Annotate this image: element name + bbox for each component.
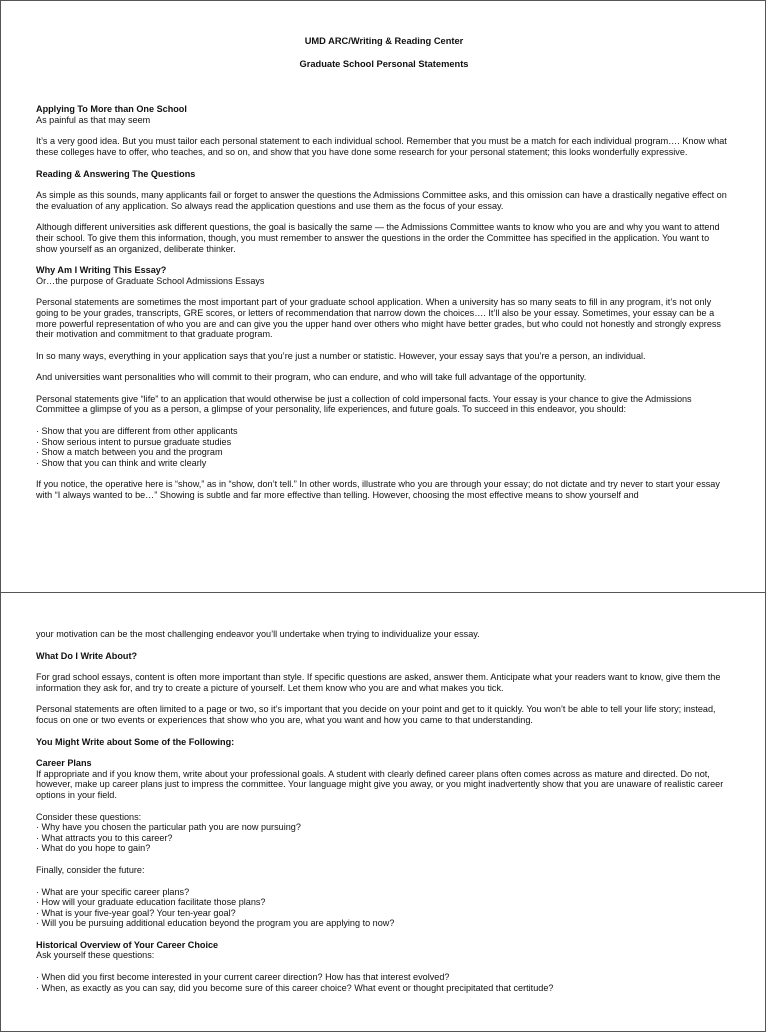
- list-item: · How will your graduate education facilitate those plans?: [36, 897, 266, 908]
- paragraph: For grad school essays, content is often more important than style. If specific questions are asked, answer them. Anticipate what your readers want to know, give them the information they ask for, and try to create a picture of yourself. Let them know who you are and what makes you tick.: [36, 672, 721, 693]
- list-item: · What are your specific career plans?: [36, 886, 190, 897]
- section-heading: Historical Overview of Your Career Choice: [36, 939, 219, 950]
- section-heading: Reading & Answering The Questions: [36, 168, 196, 179]
- section-subheading: Ask yourself these questions:: [36, 950, 155, 961]
- list-item: · What is your five-year goal? Your ten-year goal?: [36, 907, 236, 918]
- paragraph: In so many ways, everything in your application says that you’re just a number or statistic. However, your essay says that you’re a person, an individual.: [36, 350, 646, 361]
- document-title: UMD ARC/Writing & Reading Center: [304, 36, 464, 46]
- paragraph: Consider these questions:: [36, 811, 142, 822]
- section-heading: Why Am I Writing This Essay?: [36, 265, 167, 276]
- paragraph: your motivation can be the most challenging endeavor you’ll undertake when trying to individualize your essay.: [36, 629, 480, 639]
- paragraph: Personal statements are sometimes the most important part of your graduate school application. When a university has so many seats to fill in any program, it’s not only going to be your grades, transcripts, GRE scores, or letters of recommendation that narrow down the choices…. It’ll also be your essay. Sometimes, your essay can be a more powerful representation of who you are and can give you the upper hand over others who might have better grades, but who could not honestly and strongly express their motivation and commitment to that graduate program.: [36, 297, 721, 340]
- paragraph: If you notice, the operative here is “show,” as in “show, don’t tell.” In other words, illustrate who you are through your essay; do not dictate and try never to start your essay with “I always wanted to be…” Showing is subtle and far more effective than telling. However, choosing the most effective means to show yourself and: [36, 479, 720, 501]
- list-item: · Why have you chosen the particular path you are now pursuing?: [36, 822, 301, 833]
- list-item: · Show a match between you and the program: [36, 447, 223, 458]
- section-subheading: As painful as that may seem: [36, 114, 151, 125]
- section-heading: What Do I Write About?: [36, 650, 138, 661]
- list-item: · Show that you are different from other applicants: [36, 426, 238, 437]
- list-item: · When did you first become interested in your current career direction? How has that interest evolved?: [36, 972, 450, 983]
- paragraph: If appropriate and if you know them, write about your professional goals. A student with clearly defined career plans often comes across as mature and directed. Do not, however, make up career plans just to impress the committee. Your language might give you away, or you might inadvertently show that you are unaware of realistic career options in your field.: [36, 768, 724, 800]
- section-heading: Career Plans: [36, 758, 92, 769]
- page-2-content: [36, 629, 732, 993]
- paragraph: Finally, consider the future:: [36, 864, 145, 875]
- section-heading: You Might Write about Some of the Following:: [36, 736, 235, 747]
- document-subtitle: Graduate School Personal Statements: [299, 58, 469, 69]
- list-item: · Show that you can think and write clearly: [36, 457, 207, 468]
- page-1-content: [36, 36, 732, 501]
- list-item: · When, as exactly as you can say, did you become sure of this career choice? What event or thought precipitated that certitude?: [36, 982, 554, 993]
- list-item: · What attracts you to this career?: [36, 832, 173, 843]
- paragraph: Personal statements give “life” to an application that would otherwise be just a collection of cold impersonal facts. Your essay is your chance to give the Admissions Committee a glimpse of you as a person, a glimpse of your personality, life experiences, and future goals. To succeed in this endeavor, you should:: [36, 393, 692, 415]
- paragraph: Although different universities ask different questions, the goal is basically the same — the Admissions Committee wants to know who you are and why you want to attend their school. To give them this information, though, you must remember to answer the questions in the order the Committee has specified in the application. You want to show yourself as an organized, deliberate thinker.: [36, 222, 720, 254]
- list-item: · What do you hope to gain?: [36, 843, 151, 854]
- paragraph: Personal statements are often limited to a page or two, so it’s important that you decide on your point and get to it quickly. You won’t be able to tell your life story; instead, focus on one or two events or experiences that show who you are, what you want and how you came to that understanding.: [36, 704, 716, 725]
- paragraph: And universities want personalities who will commit to their program, who can endure, and who will take full advantage of the opportunity.: [36, 372, 587, 383]
- section-heading: Applying To More than One School: [36, 104, 187, 115]
- paragraph: It’s a very good idea. But you must tailor each personal statement to each individual school. Remember that you must be a match for each individual program…. Know what these colleges have to offer, who teaches, and so on, and show that you have done some research for your personal statement; this looks wonderfully expressive.: [36, 136, 727, 157]
- paragraph: As simple as this sounds, many applicants fail or forget to answer the questions the Admissions Committee asks, and this omission can have a drastically negative effect on the evaluation of any application. So always read the application questions and use them as the focus of your essay.: [36, 190, 727, 211]
- section-subheading: Or…the purpose of Graduate School Admissions Essays: [36, 275, 265, 286]
- list-item: · Show serious intent to pursue graduate studies: [36, 436, 232, 447]
- list-item: · Will you be pursuing additional education beyond the program you are applying to now?: [36, 918, 395, 929]
